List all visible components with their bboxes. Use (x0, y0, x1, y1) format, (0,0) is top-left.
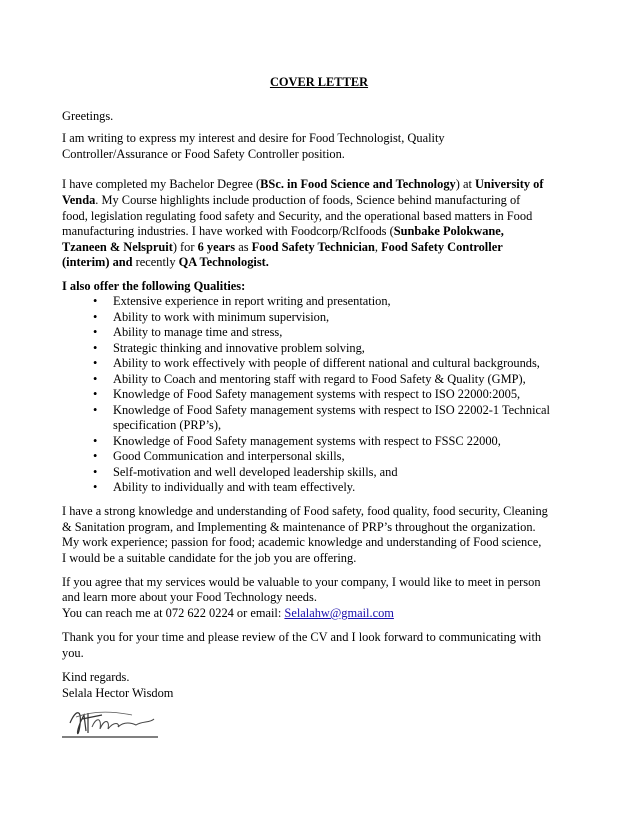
paragraph-4-line-1: If you agree that my services would be valuable to your company, I would like to meet in person (62, 575, 541, 589)
bullet-icon: • (93, 465, 98, 479)
bullet-icon: • (93, 387, 98, 401)
page-title: COVER LETTER (269, 75, 369, 89)
bullet-icon: • (93, 310, 98, 324)
greeting: Greetings. (62, 109, 114, 123)
paragraph-5-line-1: Thank you for your time and please review of the CV and I look forward to communicating with (62, 630, 542, 644)
list-item: • Ability to work with minimum supervision, (93, 310, 330, 324)
list-item: • Knowledge of Food Safety management systems with respect to ISO 22002-1 Technical (93, 403, 550, 417)
list-item: • Ability to Coach and mentoring staff with regard to Food Safety & Quality (GMP), (93, 372, 526, 386)
paragraph-3-line-4: I would be a suitable candidate for the job you are offering. (62, 551, 357, 565)
closing: Kind regards. (62, 670, 130, 684)
signature-image (62, 703, 162, 743)
list-item: • Extensive experience in report writing and presentation, (93, 294, 391, 308)
paragraph-4-line-3: You can reach me at 072 622 0224 or email: Selalahw@gmail.com (62, 606, 394, 620)
paragraph-5-line-2: you. (62, 646, 84, 660)
paragraph-2-line-4: manufacturing industries. I have worked with Foodcorp/Rclfoods (Sunbake Polokwane, (62, 224, 504, 238)
bullet-icon: • (93, 294, 98, 308)
paragraph-2-line-1: I have completed my Bachelor Degree (BSc. in Food Science and Technology) at University of (62, 177, 544, 191)
paragraph-4-line-2: and learn more about your Food Technology needs. (62, 590, 317, 604)
bullet-icon: • (93, 403, 98, 417)
list-item: • Self-motivation and well developed leadership skills, and (93, 465, 398, 479)
paragraph-2-line-2: Venda. My Course highlights include production of foods, Science behind manufacturing of (62, 193, 521, 207)
paragraph-1-line-1: I am writing to express my interest and desire for Food Technologist, Quality (62, 131, 445, 145)
bullet-icon: • (93, 325, 98, 339)
paragraph-2-line-5: Tzaneen & Nelspruit) for 6 years as Food Safety Technician, Food Safety Controller (62, 240, 503, 254)
paragraph-1-line-2: Controller/Assurance or Food Safety Controller position. (62, 147, 345, 161)
bullet-icon: • (93, 356, 98, 370)
paragraph-2-line-6: (interim) and recently QA Technologist. (62, 255, 269, 269)
email-link[interactable]: Selalahw@gmail.com (284, 606, 394, 620)
bullet-icon: • (93, 480, 98, 494)
bullet-icon: • (93, 449, 98, 463)
list-item: • Ability to manage time and stress, (93, 325, 283, 339)
list-item: • Knowledge of Food Safety management systems with respect to FSSC 22000, (93, 434, 501, 448)
list-item: • Strategic thinking and innovative problem solving, (93, 341, 365, 355)
list-item: • Ability to individually and with team effectively. (93, 480, 356, 494)
paragraph-3-line-2: & Sanitation program, and Implementing & maintenance of PRP’s throughout the organization. (62, 520, 536, 534)
list-item: • Knowledge of Food Safety management systems with respect to ISO 22000:2005, (93, 387, 521, 401)
paragraph-3-line-1: I have a strong knowledge and understanding of Food safety, food quality, food security, Cleaning (62, 504, 548, 518)
list-item-continuation: specification (PRP’s), (113, 418, 222, 432)
paragraph-3-line-3: My work experience; passion for food; academic knowledge and understanding of Food science, (62, 535, 542, 549)
list-item: • Good Communication and interpersonal skills, (93, 449, 345, 463)
paragraph-2-line-3: food, legislation regulating food safety and Security, and the operational based matters in Food (62, 209, 533, 223)
bullet-icon: • (93, 372, 98, 386)
qualities-heading: I also offer the following Qualities: (62, 279, 246, 293)
signatory-name: Selala Hector Wisdom (62, 686, 174, 700)
list-item: • Ability to work effectively with people of different national and cultural backgrounds, (93, 356, 540, 370)
bullet-icon: • (93, 434, 98, 448)
bullet-icon: • (93, 341, 98, 355)
